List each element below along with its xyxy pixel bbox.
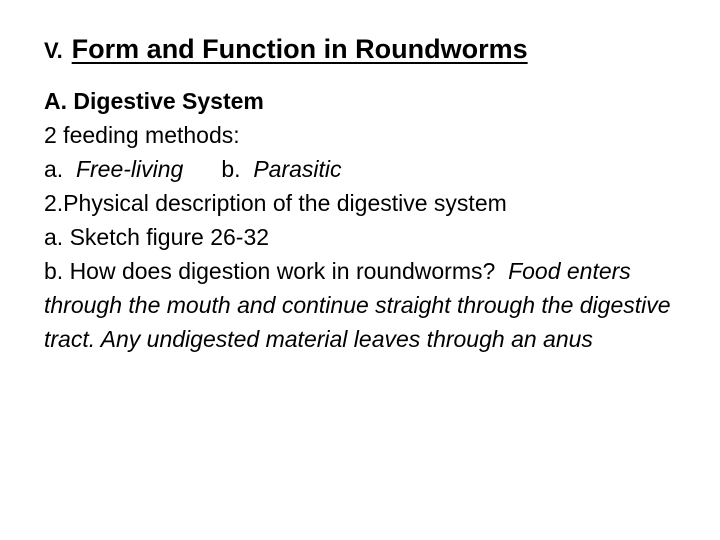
slide-body	[44, 84, 684, 356]
feeding-methods-options	[44, 152, 684, 186]
digestion-question: b. How does digestion work in roundworms?	[44, 258, 496, 284]
digestion-question-paragraph	[44, 254, 684, 356]
option-a-text: Free-living	[75, 156, 184, 182]
section-heading: A. Digestive System	[44, 88, 264, 114]
title-text: Form and Function in Roundworms	[71, 34, 528, 64]
title-number: V.	[44, 38, 63, 63]
option-b-label: b.	[221, 156, 241, 182]
option-a-label: a.	[44, 156, 64, 182]
feeding-methods-line: 2 feeding methods:	[44, 122, 240, 148]
option-b-text: Parasitic	[253, 156, 342, 182]
sketch-figure-line: a. Sketch figure 26-32	[44, 224, 270, 250]
digestion-answer: Food enters through the mouth and continue straight through the digestive tract. Any undigested material leaves through an anus	[44, 258, 671, 352]
slide-title	[44, 28, 528, 66]
physical-description-line: 2.Physical description of the digestive system	[44, 190, 507, 216]
